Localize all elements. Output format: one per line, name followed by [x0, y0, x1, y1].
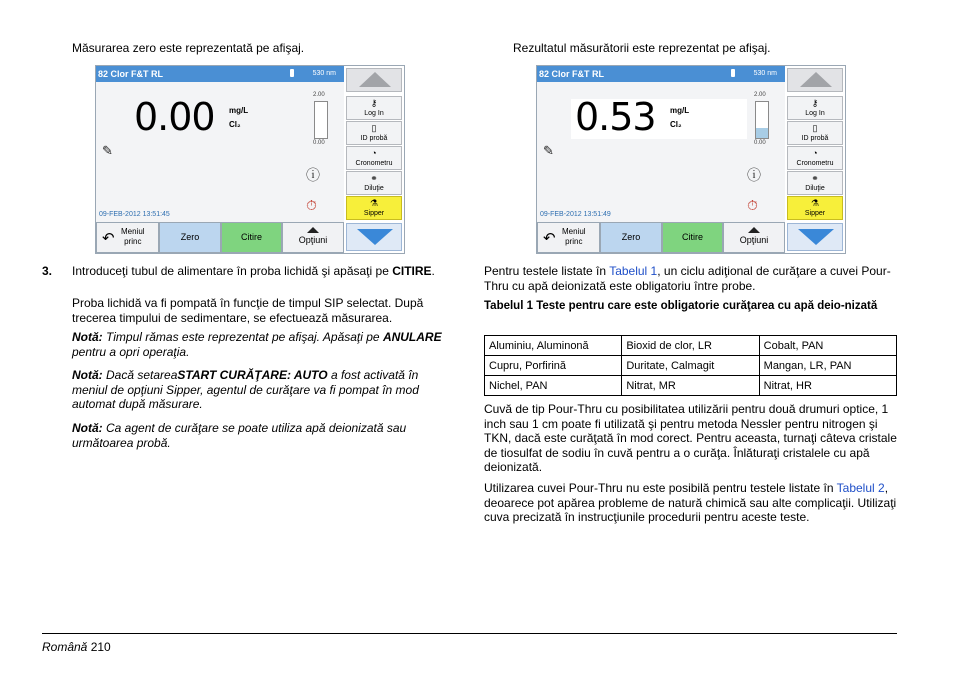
note-3: Notă: Ca agent de curăţare se poate utiliza apă deionizată sau următoarea probă.	[72, 421, 407, 450]
step-number: 3.	[42, 264, 53, 278]
arrow-down-icon	[357, 229, 393, 245]
citire-button[interactable]: Citire	[662, 222, 723, 253]
options-button[interactable]: Opţiuni	[282, 222, 344, 253]
timer-icon[interactable]: ⏱	[306, 197, 317, 213]
table-row: Aluminiu, Aluminonă Bioxid de clor, LR Cobalt, PAN	[485, 336, 897, 356]
info-icon[interactable]: ⓘ	[747, 167, 761, 183]
vial-icon	[290, 69, 294, 77]
vial-icon	[731, 69, 735, 77]
concentration-gauge	[314, 101, 328, 139]
info-icon[interactable]: ⓘ	[306, 167, 320, 183]
dilution-button[interactable]: ⚭ Diluţie	[346, 171, 402, 195]
login-button[interactable]: ⚷ Log In	[346, 96, 402, 120]
return-icon: ↶	[102, 230, 115, 247]
screen-title-bar	[96, 66, 344, 82]
key-icon: ⚷	[811, 98, 819, 108]
rinse-tests-table	[484, 335, 897, 396]
restriction-paragraph: Utilizarea cuvei Pour-Thru nu este posibilă pentru testele listate în Tabelul 2, deoarece pot apărea probleme de natură chimică sau alte complicaţii. Utilizaţi cuva precizată în instrucţiunile procedurii pentru aceste teste.	[484, 481, 897, 524]
zero-button[interactable]: Zero	[600, 222, 662, 253]
timer-button[interactable]: ◔ Cronometru	[787, 146, 843, 170]
timer-button[interactable]: ◔ Cronometru	[346, 146, 402, 170]
gauge-max: 2.00	[313, 92, 325, 98]
footer-rule	[42, 633, 897, 634]
sipper-button[interactable]: ⚗ Sipper	[346, 196, 402, 220]
step-3-text: Introduceţi tubul de alimentare în proba lichidă şi apăsaţi pe CITIRE.	[72, 264, 435, 278]
scroll-up-button[interactable]	[787, 68, 843, 92]
edit-icon[interactable]: ✎	[102, 143, 113, 158]
arrow-down-icon	[798, 229, 834, 245]
footer-page-label: Română 210	[42, 640, 111, 654]
test-title: 82 Clor F&T RL	[539, 69, 605, 79]
table-row: Cupru, Porfirină Duritate, Calmagit Mangan, LR, PAN	[485, 356, 897, 376]
main-menu-button[interactable]: ↶ Meniul princ	[96, 222, 159, 253]
wavelength: 530 nm	[312, 70, 336, 77]
reading-species: Cl₂	[670, 120, 682, 129]
main-menu-button[interactable]: ↶ Meniul princ	[537, 222, 600, 253]
chevron-up-icon	[307, 227, 319, 233]
clock-icon: ◔	[371, 148, 377, 158]
reading-unit: mg/L	[229, 106, 249, 115]
screen-title-bar	[537, 66, 785, 82]
gauge-max: 2.00	[754, 92, 766, 98]
return-icon: ↶	[543, 230, 556, 247]
dilution-icon: ⚭	[370, 173, 378, 183]
scroll-down-button[interactable]	[346, 223, 402, 251]
gauge-min: 0.00	[754, 140, 766, 146]
sipper-button[interactable]: ⚗ Sipper	[787, 196, 843, 220]
vial-icon: ▯	[371, 123, 377, 133]
rinse-paragraph: Pentru testele listate în Tabelul 1, un ciclu adiţional de curăţare a cuvei Pour-Thru cu apă deionizată este obligatoriu între probe.	[484, 264, 891, 293]
sipper-icon: ⚗	[810, 198, 820, 208]
scroll-up-button[interactable]	[346, 68, 402, 92]
dilution-icon: ⚭	[811, 173, 819, 183]
edit-icon[interactable]: ✎	[543, 143, 554, 158]
caption-result: Rezultatul măsurătorii este reprezentat pe afişaj.	[513, 41, 771, 55]
instrument-screen-zero	[95, 65, 405, 254]
scroll-down-button[interactable]	[787, 223, 843, 251]
sample-id-button[interactable]: ▯ ID probă	[787, 121, 843, 145]
options-button[interactable]: Opţiuni	[723, 222, 785, 253]
reading-area	[537, 82, 785, 222]
note-2: Notă: Dacă setareaSTART CURĂŢARE: AUTO a fost activată în meniul de opţiuni Sipper, agentul de curăţare va fi pompat în mod automat după măsurare.	[72, 368, 419, 411]
table-title: Tabelul 1 Teste pentru care este obligatorie curăţarea cu apă deio-nizată	[484, 300, 878, 312]
key-icon: ⚷	[370, 98, 378, 108]
dilution-button[interactable]: ⚭ Diluţie	[787, 171, 843, 195]
sipper-icon: ⚗	[369, 198, 379, 208]
bottom-button-bar	[96, 222, 344, 253]
reading-value: 0.53	[575, 95, 656, 139]
note-1: Notă: Timpul rămas este reprezentat pe afişaj. Apăsaţi pe ANULARE pentru a opri operaţia.	[72, 330, 442, 359]
arrow-up-icon	[800, 72, 832, 87]
zero-button[interactable]: Zero	[159, 222, 221, 253]
reading-unit: mg/L	[670, 106, 690, 115]
gauge-min: 0.00	[313, 140, 325, 146]
caption-zero: Măsurarea zero este reprezentată pe afişaj.	[72, 41, 305, 55]
reading-value: 0.00	[134, 95, 215, 139]
chevron-up-icon	[748, 227, 760, 233]
table-row: Nichel, PAN Nitrat, MR Nitrat, HR	[485, 376, 897, 396]
timer-icon[interactable]: ⏱	[747, 197, 758, 213]
sip-paragraph: Proba lichidă va fi pompată în funcţie de timpul SIP selectat. După trecerea timpului de sedimentare, se efectuează măsurarea.	[72, 296, 424, 325]
vial-icon: ▯	[812, 123, 818, 133]
test-title: 82 Clor F&T RL	[98, 69, 164, 79]
side-toolbar	[344, 66, 404, 253]
arrow-up-icon	[359, 72, 391, 87]
date-time: 09-FEB-2012 13:51:49	[540, 211, 611, 218]
reading-area	[96, 82, 344, 222]
date-time: 09-FEB-2012 13:51:45	[99, 211, 170, 218]
clock-icon: ◔	[812, 148, 818, 158]
table-2-link[interactable]: Tabelul 2	[836, 481, 885, 495]
concentration-gauge	[755, 101, 769, 139]
login-button[interactable]: ⚷ Log In	[787, 96, 843, 120]
reading-species: Cl₂	[229, 120, 241, 129]
side-toolbar	[785, 66, 845, 253]
nessler-paragraph: Cuvă de tip Pour-Thru cu posibilitatea utilizării pentru două drumuri optice, 1 inch sau 1 cm poate fi utilizată şi pentru metoda Nessler pentru nitrogen şi TKN, dacă este curăţată în mod corect. Pentru aceasta, turnaţi câteva cristale de tiosulfat de sodiu în cuvă pentru a o curăţa. Înlăturaţi cristalele cu apă deionizată.	[484, 402, 897, 474]
wavelength: 530 nm	[753, 70, 777, 77]
table-1-link[interactable]: Tabelul 1	[609, 264, 658, 278]
sample-id-button[interactable]: ▯ ID probă	[346, 121, 402, 145]
instrument-screen-result	[536, 65, 846, 254]
citire-button[interactable]: Citire	[221, 222, 282, 253]
bottom-button-bar	[537, 222, 785, 253]
